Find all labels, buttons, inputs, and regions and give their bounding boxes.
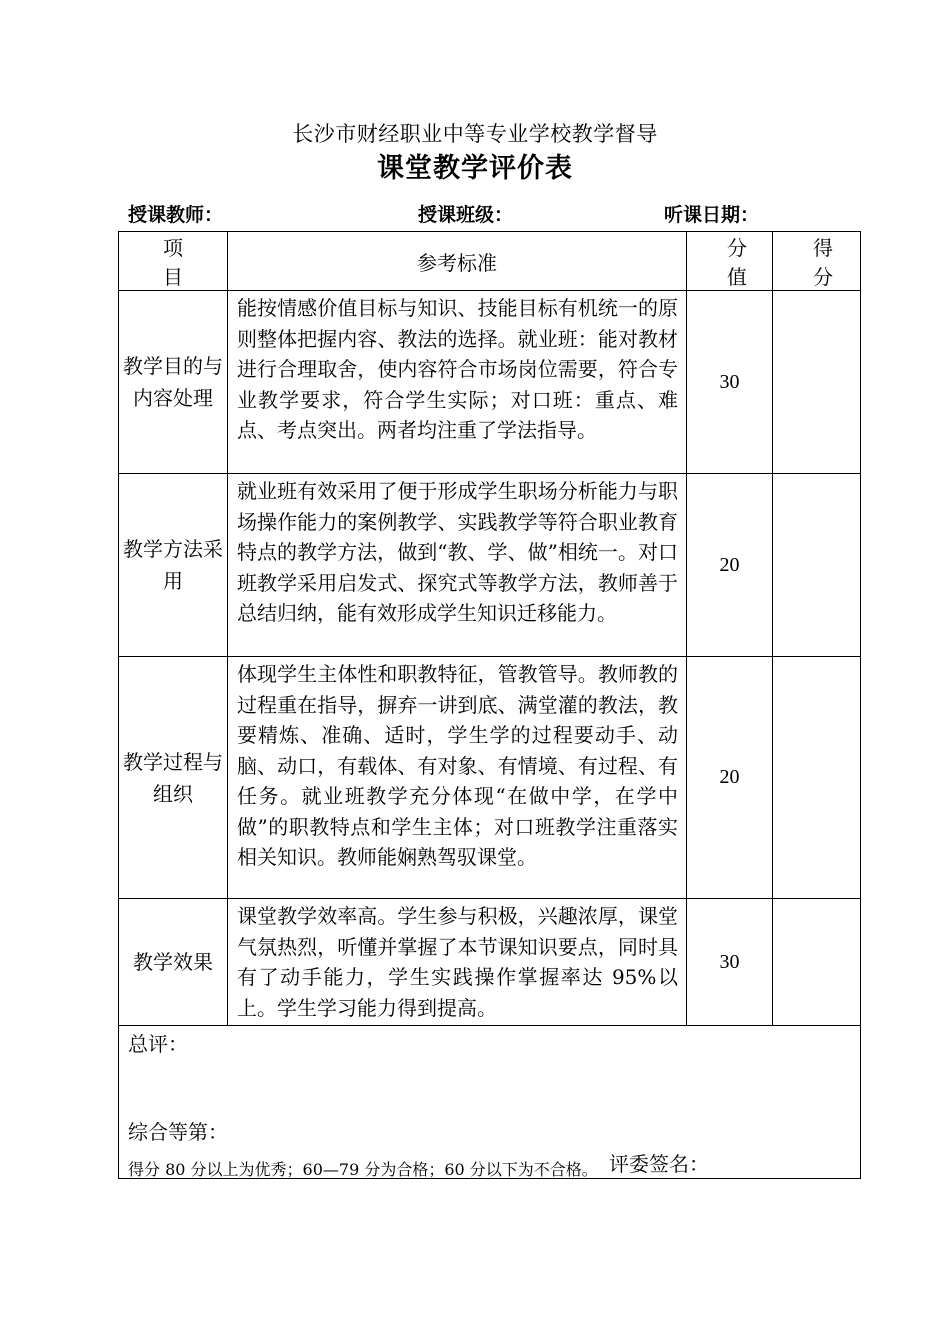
row-score: 30 [687, 291, 773, 474]
row-criteria: 能按情感价值目标与知识、技能目标有机统一的原则整体把握内容、教法的选择。就业班：能对教材进行合理取舍，使内容符合市场岗位需要，符合专业教学要求，符合学生实际；对口班：重点、难点、考点突出。两者均注重了学法指导。 [228, 291, 687, 474]
table-row [119, 291, 861, 474]
summary-cell[interactable] [119, 1026, 861, 1179]
row-criteria: 就业班有效采用了便于形成学生职场分析能力与职场操作能力的案例教学、实践教学等符合职业教育特点的教学方法，做到“教、学、做”相统一。对口班教学采用启发式、探究式等教学方法，教师善于总结归纳，能有效形成学生知识迁移能力。 [228, 474, 687, 657]
row-got-cell[interactable] [773, 657, 861, 899]
signature-label: 评委签名： [609, 1152, 709, 1176]
header-got: 得 分 [773, 232, 861, 291]
grading-footnote: 得分 80 分以上为优秀；60—79 分为合格；60 分以下为不合格。 [128, 1160, 598, 1179]
table-row [119, 657, 861, 899]
header-score: 分 值 [687, 232, 773, 291]
row-got-cell[interactable] [773, 291, 861, 474]
form-title: 课堂教学评价表 [377, 153, 573, 184]
row-item: 教学方法采用 [119, 474, 228, 657]
table-row [119, 899, 861, 1026]
date-field-label: 听课日期： [664, 204, 760, 226]
header-item: 项 目 [119, 232, 228, 291]
row-item: 教学过程与组织 [119, 657, 228, 899]
row-item: 教学效果 [119, 899, 228, 1026]
row-score: 30 [687, 899, 773, 1026]
summary-row [119, 1026, 861, 1179]
overall-label: 总评： [128, 1032, 188, 1056]
row-criteria: 课堂教学效率高。学生参与积极，兴趣浓厚，课堂气氛热烈，听懂并掌握了本节课知识要点，同时具有了动手能力，学生实践操作掌握率达 95%以上。学生学习能力得到提高。 [228, 899, 687, 1026]
row-got-cell[interactable] [773, 474, 861, 657]
teacher-field-label: 授课教师： [128, 204, 224, 226]
school-name: 长沙市财经职业中等专业学校教学督导 [292, 122, 658, 146]
row-score: 20 [687, 474, 773, 657]
class-field-label: 授课班级： [418, 204, 514, 226]
row-criteria: 体现学生主体性和职教特征，管教管导。教师教的过程重在指导，摒弃一讲到底、满堂灌的教法，教要精炼、准确、适时，学生学的过程要动手、动脑、动口，有载体、有对象、有情境、有过程、有任务。就业班教学充分体现“在做中学，在学中做”的职教特点和学生主体；对口班教学注重落实相关知识。教师能娴熟驾驭课堂。 [228, 657, 687, 899]
table-row [119, 474, 861, 657]
row-got-cell[interactable] [773, 899, 861, 1026]
row-item: 教学目的与内容处理 [119, 291, 228, 474]
header-criteria: 参考标准 [228, 232, 687, 291]
row-score: 20 [687, 657, 773, 899]
evaluation-table [118, 231, 873, 1179]
table-header-row [119, 232, 861, 291]
grade-label: 综合等第： [128, 1120, 228, 1144]
